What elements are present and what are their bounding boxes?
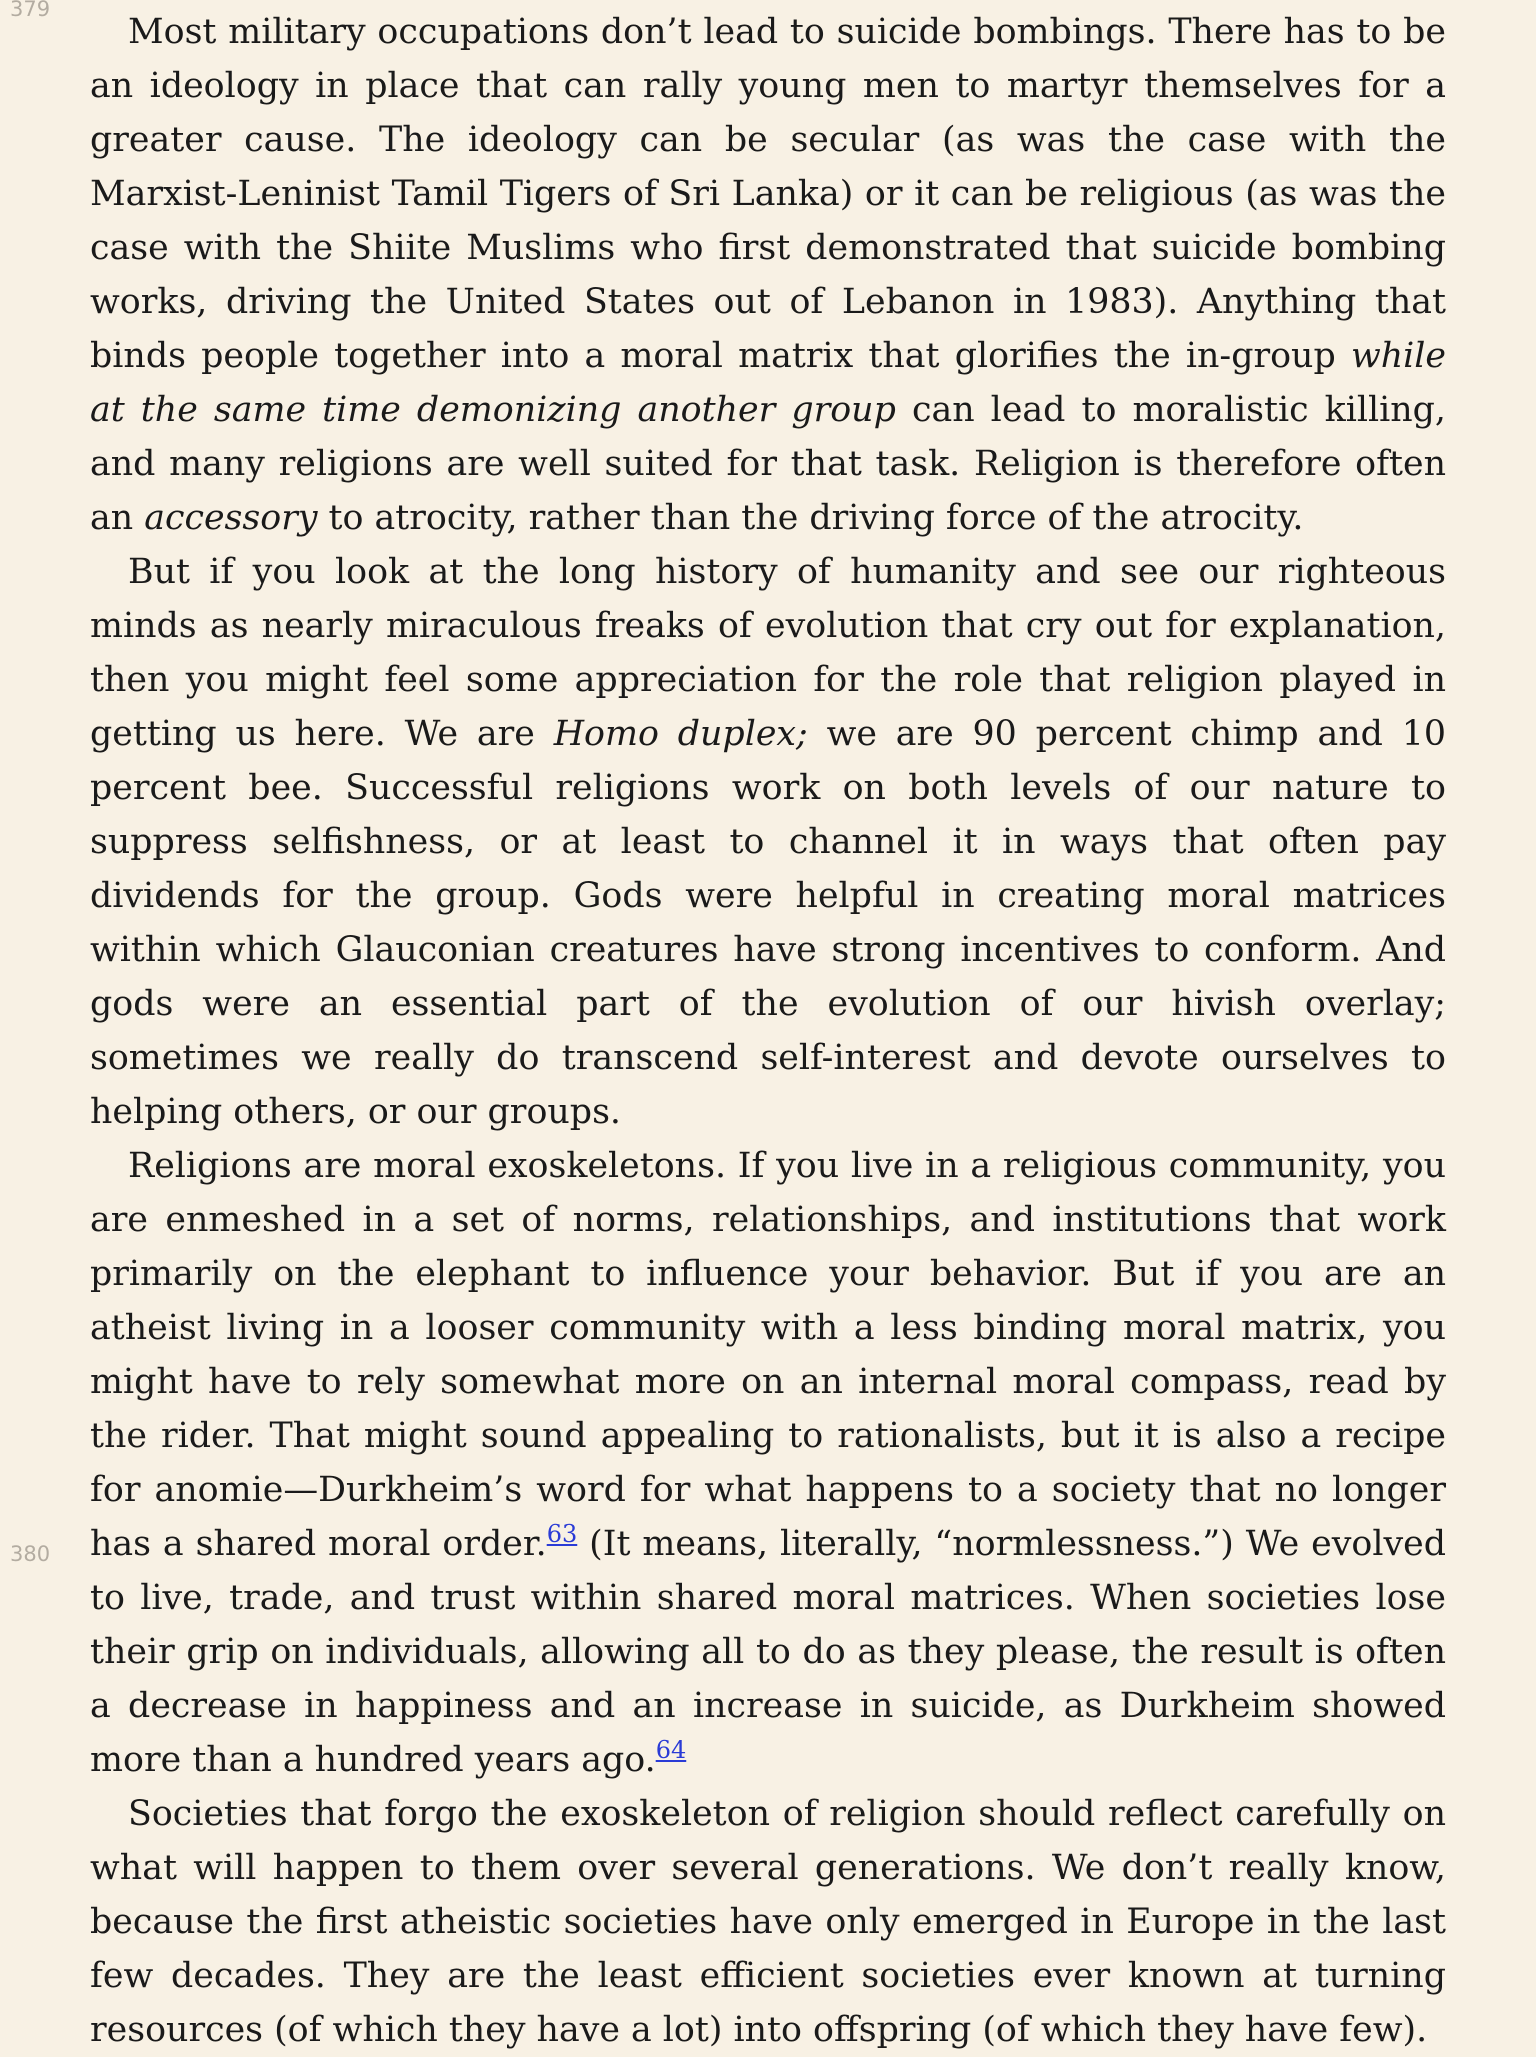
text-segment: can lead to moralistic killing, and many religions are well suited for that task. Religion is therefore often an — [90, 390, 1446, 538]
text-segment: we are 90 percent chimp and 10 percent bee. Successful religions work on both levels of our nature to suppress selfishness, or at least to channel it in ways that often pay dividends for the group. Gods were helpful in creating moral matrices within which Glauconian creatures have strong incentives to conform. And gods were an essential part of the evolution of our hivish overlay; sometimes we really do transcend self-interest and devote ourselves to helping others, or our groups. — [90, 714, 1446, 1132]
page-number-middle: 380 — [10, 1542, 51, 1566]
text-segment: But if you look at the long history of humanity and see our righteous minds as nearly miraculous freaks of evolution that cry out for explanation, then you might feel some appreciation for the role that religion played in getting us here. We are — [90, 552, 1446, 754]
italic-text: while at the same time demonizing another group — [90, 336, 1446, 430]
footnote-link-64[interactable]: 64 — [655, 1736, 687, 1764]
page-number-top: 379 — [10, 0, 51, 21]
text-segment: Religions are moral exoskeletons. If you live in a religious community, you are enmeshed in a set of norms, relationships, and institutions that work primarily on the elephant to influence your behavior. But if you are an atheist living in a looser community with a less binding moral matrix, you might have to rely somewhat more on an internal moral compass, read by the rider. That might sound appealing to rationalists, but it is also a recipe for anomie—Durkheim’s word for what happens to a society that no longer has a shared moral order. — [90, 1146, 1446, 1564]
text-segment: to atrocity, rather than the driving force of the atrocity. — [317, 498, 1304, 538]
footnote-link-63[interactable]: 63 — [546, 1520, 578, 1548]
paragraph — [90, 5, 1446, 545]
italic-text: Homo duplex; — [553, 714, 808, 754]
paragraph — [90, 545, 1446, 1139]
paragraph — [90, 1787, 1446, 2057]
italic-text: accessory — [144, 498, 318, 538]
paragraph — [90, 1139, 1446, 1787]
body-text — [90, 5, 1446, 2057]
text-segment: Societies that forgo the exoskeleton of religion should reflect carefully on what will happen to them over several generations. We don’t really know, because the first atheistic societies have only emerged in Europe in the last few decades. They are the least efficient societies ever known at turning resources (of which they have a lot) into offspring (of which they have few). — [90, 1794, 1446, 2050]
text-segment: (It means, literally, “normlessness.”) We evolved to live, trade, and trust within shared moral matrices. When societies lose their grip on individuals, allowing all to do as they please, the result is often a decrease in happiness and an increase in suicide, as Durkheim showed more than a hundred years ago. — [90, 1524, 1446, 1780]
text-segment: Most military occupations don’t lead to suicide bombings. There has to be an ideology in place that can rally young men to martyr themselves for a greater cause. The ideology can be secular (as was the case with the Marxist-Leninist Tamil Tigers of Sri Lanka) or it can be religious (as was the case with the Shiite Muslims who first demonstrated that suicide bombing works, driving the United States out of Lebanon in 1983). Anything that binds people together into a moral matrix that glorifies the in-group — [90, 12, 1446, 376]
